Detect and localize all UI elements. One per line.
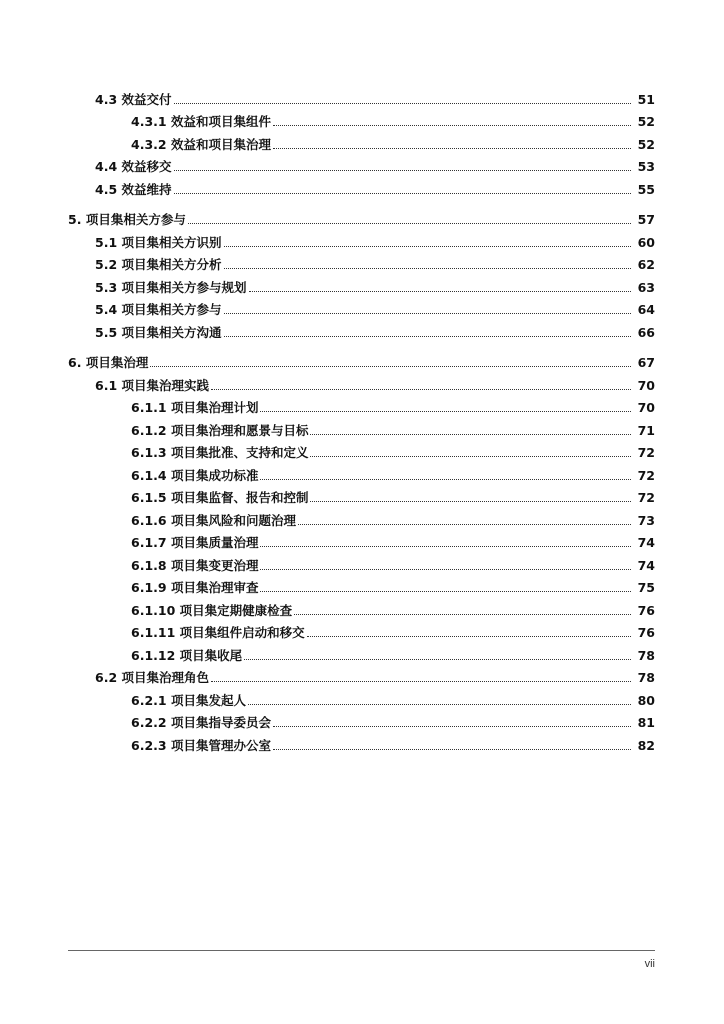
dot-leader — [174, 103, 631, 104]
toc-entry-page: 67 — [637, 355, 655, 370]
toc-entry-number: 6. — [68, 355, 82, 370]
dot-leader — [273, 148, 631, 149]
toc-entry-page: 78 — [637, 647, 655, 663]
toc-entry-page: 70 — [637, 400, 655, 415]
toc-entry-number: 6.1.3 — [131, 445, 167, 460]
toc-entry-title: 项目集批准、支持和定义 — [170, 445, 309, 460]
toc-entry-title: 效益维持 — [121, 181, 172, 197]
toc-entry-title: 项目集指导委员会 — [170, 715, 271, 730]
dot-leader — [310, 501, 631, 502]
toc-entry-page: 72 — [637, 445, 655, 460]
toc-entry-number: 6.1.10 — [131, 602, 176, 618]
toc-entry-title: 项目集相关方参与规划 — [121, 279, 247, 295]
toc-entry-label — [95, 378, 211, 393]
toc-entry-number: 6.1.2 — [131, 422, 167, 438]
toc-entry-number: 4.3.1 — [131, 114, 167, 129]
toc-entry-page: 76 — [637, 602, 655, 618]
dot-leader — [310, 456, 631, 457]
toc-entry-title: 项目集治理 — [85, 355, 149, 370]
toc-entry-label — [95, 280, 249, 295]
dot-leader — [260, 569, 631, 570]
toc-entry-6-2-1[interactable] — [0, 685, 724, 708]
toc-entry-page: 78 — [637, 670, 655, 685]
toc-entry-title: 项目集组件启动和移交 — [179, 625, 305, 640]
dot-leader — [273, 125, 631, 126]
toc-entry-label — [95, 257, 224, 272]
toc-entry-6-1-6[interactable] — [0, 505, 724, 528]
toc-entry-page: 76 — [637, 625, 655, 640]
toc-entry-number: 6.1.5 — [131, 490, 167, 505]
toc-entry-page: 73 — [637, 512, 655, 528]
toc-entry-number: 6.1.8 — [131, 557, 167, 573]
dot-leader — [294, 614, 631, 615]
toc-entry-label — [95, 302, 224, 317]
toc-entry-4-3-2[interactable] — [0, 129, 724, 152]
toc-entry-6[interactable] — [0, 348, 724, 371]
toc-entry-5-4[interactable] — [0, 295, 724, 318]
toc-entry-page: 66 — [637, 324, 655, 340]
dot-leader — [310, 434, 631, 435]
toc-entry-6-1-5[interactable] — [0, 483, 724, 506]
toc-entry-title: 项目集治理计划 — [170, 400, 259, 415]
toc-entry-title: 效益和项目集治理 — [170, 136, 271, 152]
dot-leader — [211, 681, 631, 682]
toc-entry-title: 项目集变更治理 — [170, 557, 259, 573]
toc-entry-number: 5.3 — [95, 279, 118, 295]
toc-entry-number: 6.2.3 — [131, 737, 167, 753]
toc-entry-number: 5. — [68, 212, 82, 227]
toc-entry-page: 63 — [637, 279, 655, 295]
toc-entry-label — [131, 137, 273, 152]
toc-entry-number: 6.1.9 — [131, 580, 167, 595]
toc-entry-label — [95, 159, 174, 174]
toc-entry-title: 项目集风险和问题治理 — [170, 512, 296, 528]
toc-entry-title: 效益和项目集组件 — [170, 114, 271, 129]
toc-entry-number: 6.1.1 — [131, 400, 167, 415]
toc-entry-label — [95, 325, 224, 340]
toc-entry-page: 64 — [637, 302, 655, 317]
dot-leader — [273, 749, 631, 750]
toc-entry-5-2[interactable] — [0, 250, 724, 273]
dot-leader — [224, 246, 631, 247]
toc-entry-page: 57 — [637, 212, 655, 227]
dot-leader — [224, 336, 631, 337]
dot-leader — [248, 704, 631, 705]
dot-leader — [273, 726, 631, 727]
toc-entry-page: 72 — [637, 467, 655, 483]
dot-leader — [260, 411, 631, 412]
toc-entry-title: 项目集监督、报告和控制 — [170, 490, 309, 505]
toc-entry-5[interactable] — [0, 205, 724, 228]
toc-entry-6-1[interactable] — [0, 370, 724, 393]
toc-entry-page: 62 — [637, 257, 655, 272]
toc-entry-number: 4.3 — [95, 91, 118, 107]
toc-entry-title: 项目集质量治理 — [170, 535, 259, 550]
toc-entry-label — [131, 603, 294, 618]
toc-entry-6-2-3[interactable] — [0, 730, 724, 753]
toc-entry-6-1-8[interactable] — [0, 550, 724, 573]
toc-entry-6-1-3[interactable] — [0, 438, 724, 461]
toc-entry-title: 项目集发起人 — [170, 692, 246, 708]
toc-entry-6-1-10[interactable] — [0, 595, 724, 618]
toc-entry-6-2-2[interactable] — [0, 708, 724, 731]
dot-leader — [188, 223, 631, 224]
toc-entry-page: 51 — [637, 91, 655, 107]
toc-entry-label — [131, 490, 310, 505]
toc-entry-label — [131, 738, 273, 753]
toc-entry-number: 6.2.1 — [131, 692, 167, 708]
toc-entry-title: 项目集相关方沟通 — [121, 324, 222, 340]
toc-entry-page: 82 — [637, 737, 655, 753]
toc-entry-label — [95, 182, 174, 197]
toc-entry-title: 项目集收尾 — [179, 647, 243, 663]
toc-entry-page: 52 — [637, 114, 655, 129]
toc-entry-label — [131, 693, 248, 708]
toc-entry-6-1-7[interactable] — [0, 528, 724, 551]
dot-leader — [260, 591, 631, 592]
toc-entry-title: 项目集治理审查 — [170, 580, 259, 595]
dot-leader — [150, 366, 631, 367]
dot-leader — [244, 659, 631, 660]
toc-entry-title: 项目集成功标准 — [170, 467, 259, 483]
toc-entry-title: 项目集治理角色 — [121, 670, 210, 685]
toc-entry-number: 5.5 — [95, 324, 118, 340]
toc-entry-title: 项目集管理办公室 — [170, 737, 271, 753]
toc-entry-6-1-11[interactable] — [0, 618, 724, 641]
toc-entry-5-1[interactable] — [0, 227, 724, 250]
dot-leader — [211, 389, 631, 390]
toc-entry-5-3[interactable] — [0, 272, 724, 295]
toc-entry-title: 项目集定期健康检查 — [179, 602, 293, 618]
toc-entry-6-1-2[interactable] — [0, 415, 724, 438]
footer-divider — [68, 950, 655, 951]
dot-leader — [298, 524, 631, 525]
toc-entry-4-4[interactable] — [0, 152, 724, 175]
toc-entry-label — [131, 114, 273, 129]
toc-entry-label — [131, 445, 310, 460]
toc-entry-label — [131, 423, 310, 438]
toc-entry-number: 4.3.2 — [131, 136, 167, 152]
toc-entry-title: 项目集相关方分析 — [121, 257, 222, 272]
toc-entry-page: 55 — [637, 181, 655, 197]
toc-entry-title: 项目集相关方识别 — [121, 234, 222, 250]
toc-entry-6-1-4[interactable] — [0, 460, 724, 483]
toc-entry-title: 项目集相关方参与 — [121, 302, 222, 317]
toc-entry-6-1-1[interactable] — [0, 393, 724, 416]
toc-entry-number: 6.1.4 — [131, 467, 167, 483]
toc-entry-5-5[interactable] — [0, 317, 724, 340]
toc-entry-page: 74 — [637, 535, 655, 550]
toc-entry-label — [131, 400, 260, 415]
toc-entry-6-2[interactable] — [0, 663, 724, 686]
toc-entry-number: 5.2 — [95, 257, 118, 272]
toc-entry-page: 80 — [637, 692, 655, 708]
toc-entry-number: 6.2.2 — [131, 715, 167, 730]
dot-leader — [224, 268, 631, 269]
toc-entry-label — [68, 355, 150, 370]
toc-entry-page: 70 — [637, 377, 655, 393]
toc-entry-label — [131, 513, 298, 528]
toc-entry-number: 6.2 — [95, 670, 118, 685]
toc-entry-number: 6.1.12 — [131, 647, 176, 663]
toc-entry-label — [131, 625, 307, 640]
toc-entry-page: 75 — [637, 580, 655, 595]
dot-leader — [260, 479, 631, 480]
dot-leader — [174, 170, 631, 171]
toc-entry-4-5[interactable] — [0, 174, 724, 197]
toc-entry-label — [131, 468, 260, 483]
toc-entry-title: 效益移交 — [121, 159, 172, 174]
toc-entry-number: 4.5 — [95, 181, 118, 197]
toc-entry-label — [131, 558, 260, 573]
dot-leader — [174, 193, 631, 194]
table-of-contents — [0, 84, 724, 753]
toc-entry-label — [95, 92, 174, 107]
toc-entry-4-3-1[interactable] — [0, 107, 724, 130]
dot-leader — [307, 636, 631, 637]
toc-entry-page: 81 — [637, 715, 655, 730]
toc-entry-label — [131, 648, 244, 663]
toc-entry-number: 5.1 — [95, 234, 118, 250]
toc-entry-label — [95, 235, 224, 250]
toc-entry-label — [131, 535, 260, 550]
toc-entry-title: 项目集治理和愿景与目标 — [170, 422, 309, 438]
toc-entry-number: 4.4 — [95, 159, 118, 174]
toc-entry-label — [131, 580, 260, 595]
dot-leader — [249, 291, 631, 292]
toc-entry-title: 项目集相关方参与 — [85, 212, 186, 227]
toc-entry-6-1-12[interactable] — [0, 640, 724, 663]
footer-page-number: vii — [644, 958, 655, 970]
toc-entry-number: 6.1.7 — [131, 535, 167, 550]
toc-entry-number: 6.1.6 — [131, 512, 167, 528]
toc-entry-title: 项目集治理实践 — [121, 377, 210, 393]
toc-entry-page: 71 — [637, 422, 655, 438]
toc-entry-number: 6.1.11 — [131, 625, 176, 640]
toc-entry-label — [95, 670, 211, 685]
toc-entry-label — [68, 212, 188, 227]
toc-entry-6-1-9[interactable] — [0, 573, 724, 596]
toc-entry-label — [131, 715, 273, 730]
toc-entry-page: 60 — [637, 234, 655, 250]
toc-entry-page: 72 — [637, 490, 655, 505]
toc-entry-page: 52 — [637, 136, 655, 152]
dot-leader — [260, 546, 631, 547]
toc-entry-4-3[interactable] — [0, 84, 724, 107]
toc-entry-page: 53 — [637, 159, 655, 174]
dot-leader — [224, 313, 631, 314]
toc-entry-page: 74 — [637, 557, 655, 573]
toc-entry-title: 效益交付 — [121, 91, 172, 107]
toc-entry-number: 6.1 — [95, 377, 118, 393]
toc-entry-number: 5.4 — [95, 302, 118, 317]
